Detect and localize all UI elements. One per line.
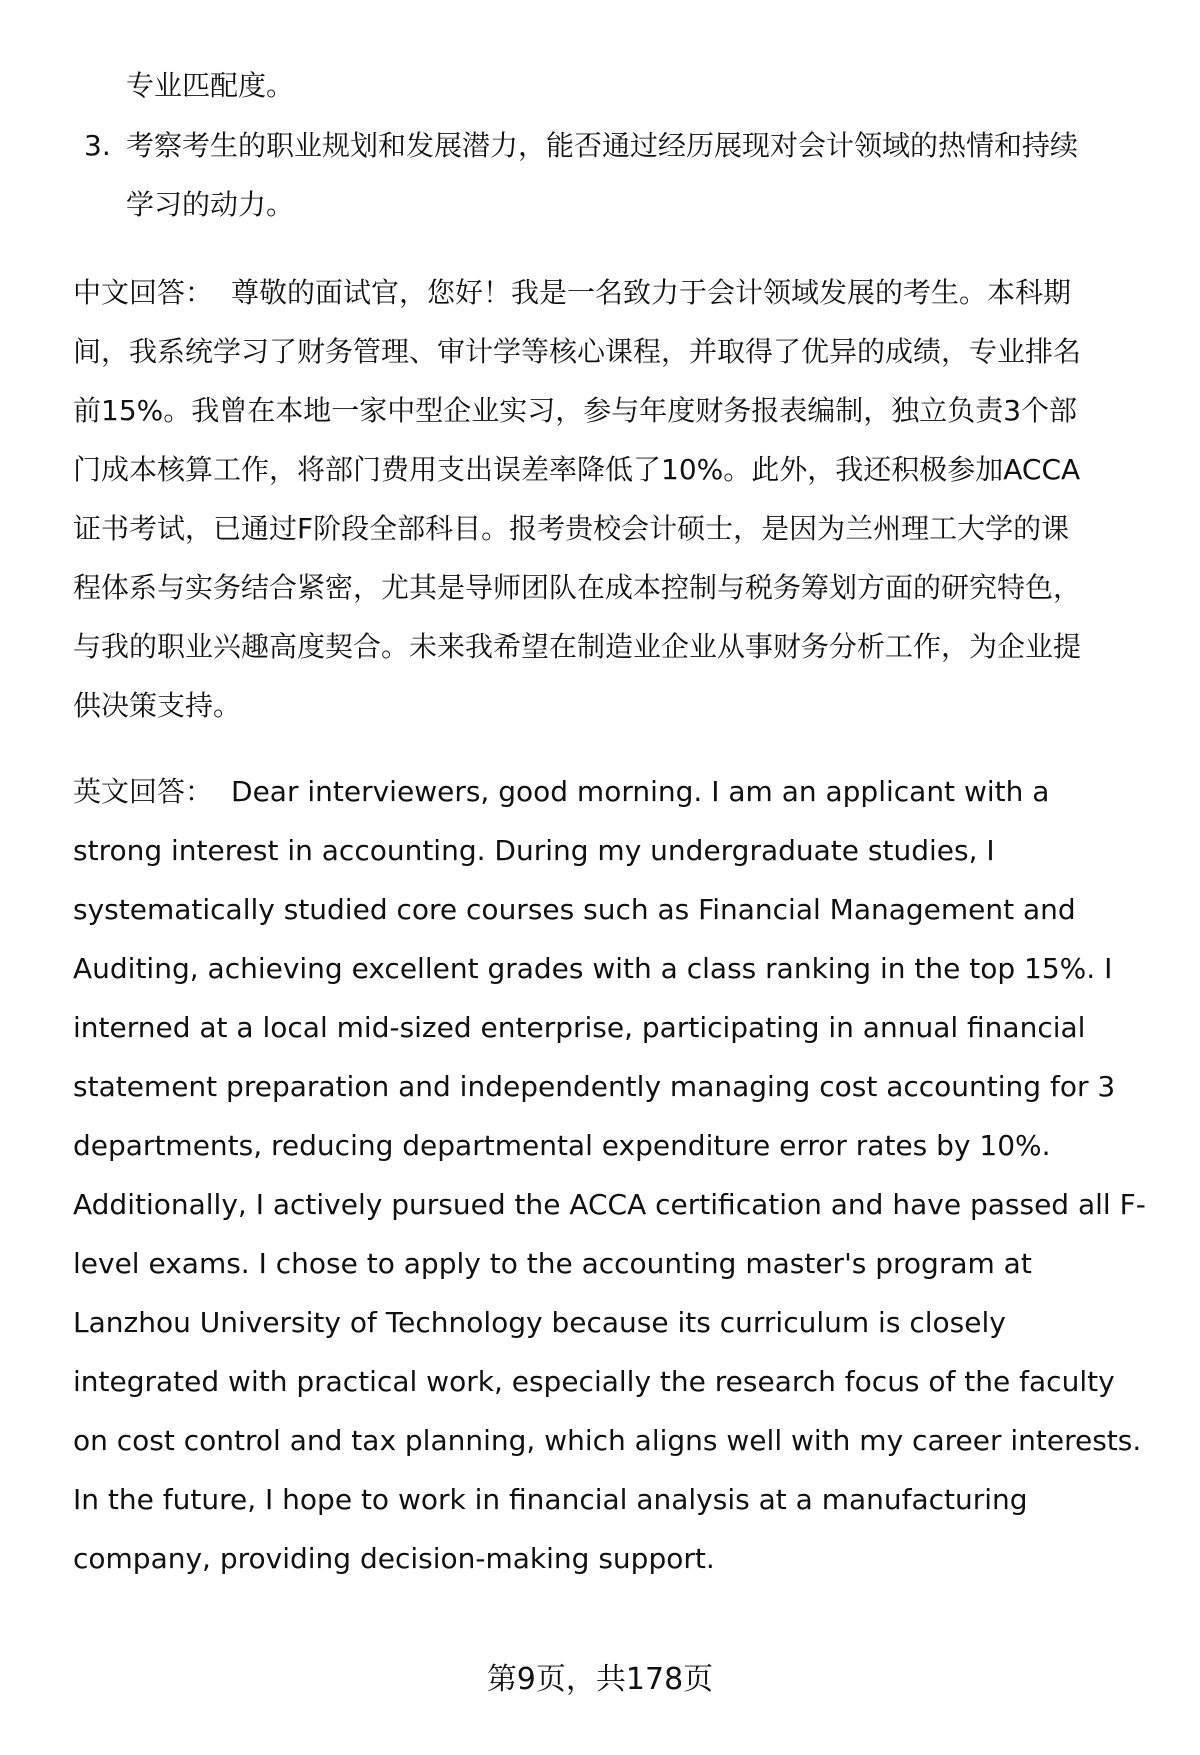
paragraph-line [73, 1126, 1051, 1166]
line-text: interned at a local mid-sized enterprise, participating in annual financial [73, 1011, 1086, 1044]
paragraph-line [73, 1303, 1006, 1343]
line-text: strong interest in accounting. During my undergraduate studies, I [73, 834, 995, 867]
paragraph-line [73, 1421, 1141, 1461]
line-text: statement preparation and independently managing cost accounting for 3 [73, 1070, 1116, 1103]
paragraph-line [73, 890, 1076, 930]
line-text: 门成本核算工作，将部门费用支出误差率降低了10%。此外，我还积极参加ACCA [73, 453, 1081, 486]
paragraph-line [73, 627, 1081, 667]
paragraph-line [73, 273, 1071, 313]
page-number: 第9页，共178页 [486, 1662, 714, 1697]
line-text: Dear interviewers, good morning. I am an applicant with a [231, 775, 1050, 808]
line-text: 前15%。我曾在本地一家中型企业实习，参与年度财务报表编制，独立负责3个部 [73, 394, 1078, 427]
paragraph-line [73, 831, 995, 871]
line-text: on cost control and tax planning, which aligns well with my career interests. [73, 1424, 1142, 1457]
line-text: Auditing, achieving excellent grades with a class ranking in the top 15%. I [73, 952, 1113, 985]
line-text: level exams. I chose to apply to the accounting master's program at [73, 1247, 1032, 1280]
paragraph-line [73, 1362, 1115, 1402]
list-item-line: 考察考生的职业规划和发展潜力，能否通过经历展现对会计领域的热情和持续 [126, 129, 1079, 162]
paragraph-line [73, 949, 1112, 989]
line-text: 尊敬的面试官，您好！我是一名致力于会计领域发展的考生。本科期 [231, 276, 1072, 309]
answer-label: 英文回答： [73, 775, 214, 808]
paragraph-line [73, 686, 241, 726]
line-text: 证书考试，已通过F阶段全部科目。报考贵校会计硕士，是因为兰州理工大学的课 [73, 512, 1070, 545]
paragraph-line [73, 772, 1049, 812]
line-text: integrated with practical work, especially the research focus of the faculty [73, 1365, 1115, 1398]
line-text: company, providing decision-making support. [73, 1542, 715, 1575]
paragraph-line [73, 1244, 1032, 1284]
paragraph-line [73, 1480, 1028, 1520]
list-continuation: 专业匹配度。 [126, 69, 295, 102]
paragraph-line [73, 1185, 1146, 1225]
answer-label: 中文回答： [73, 276, 214, 309]
line-text: 与我的职业兴趣高度契合。未来我希望在制造业企业从事财务分析工作，为企业提 [73, 630, 1082, 663]
paragraph-line [73, 332, 1081, 372]
line-text: In the future, I hope to work in financial analysis at a manufacturing [73, 1483, 1028, 1516]
paragraph-line [73, 509, 1069, 549]
line-text: 间，我系统学习了财务管理、审计学等核心课程，并取得了优异的成绩，专业排名 [73, 335, 1082, 368]
line-text: Additionally, I actively pursued the ACCA certification and have passed all F- [73, 1188, 1146, 1221]
paragraph-line [73, 391, 1077, 431]
paragraph-line [73, 1008, 1085, 1048]
paragraph-line [73, 1067, 1115, 1107]
list-number: 3. [84, 129, 111, 162]
line-text: departments, reducing departmental expenditure error rates by 10%. [73, 1129, 1051, 1162]
paragraph-line [73, 1539, 715, 1579]
line-text: systematically studied core courses such as Financial Management and [73, 893, 1076, 926]
paragraph-line [73, 568, 1081, 608]
paragraph-line [73, 450, 1080, 490]
line-text: 供决策支持。 [73, 689, 242, 722]
line-text: Lanzhou University of Technology because its curriculum is closely [73, 1306, 1006, 1339]
line-text: 程体系与实务结合紧密，尤其是导师团队在成本控制与税务筹划方面的研究特色， [73, 571, 1082, 604]
list-item-line: 学习的动力。 [126, 188, 295, 221]
